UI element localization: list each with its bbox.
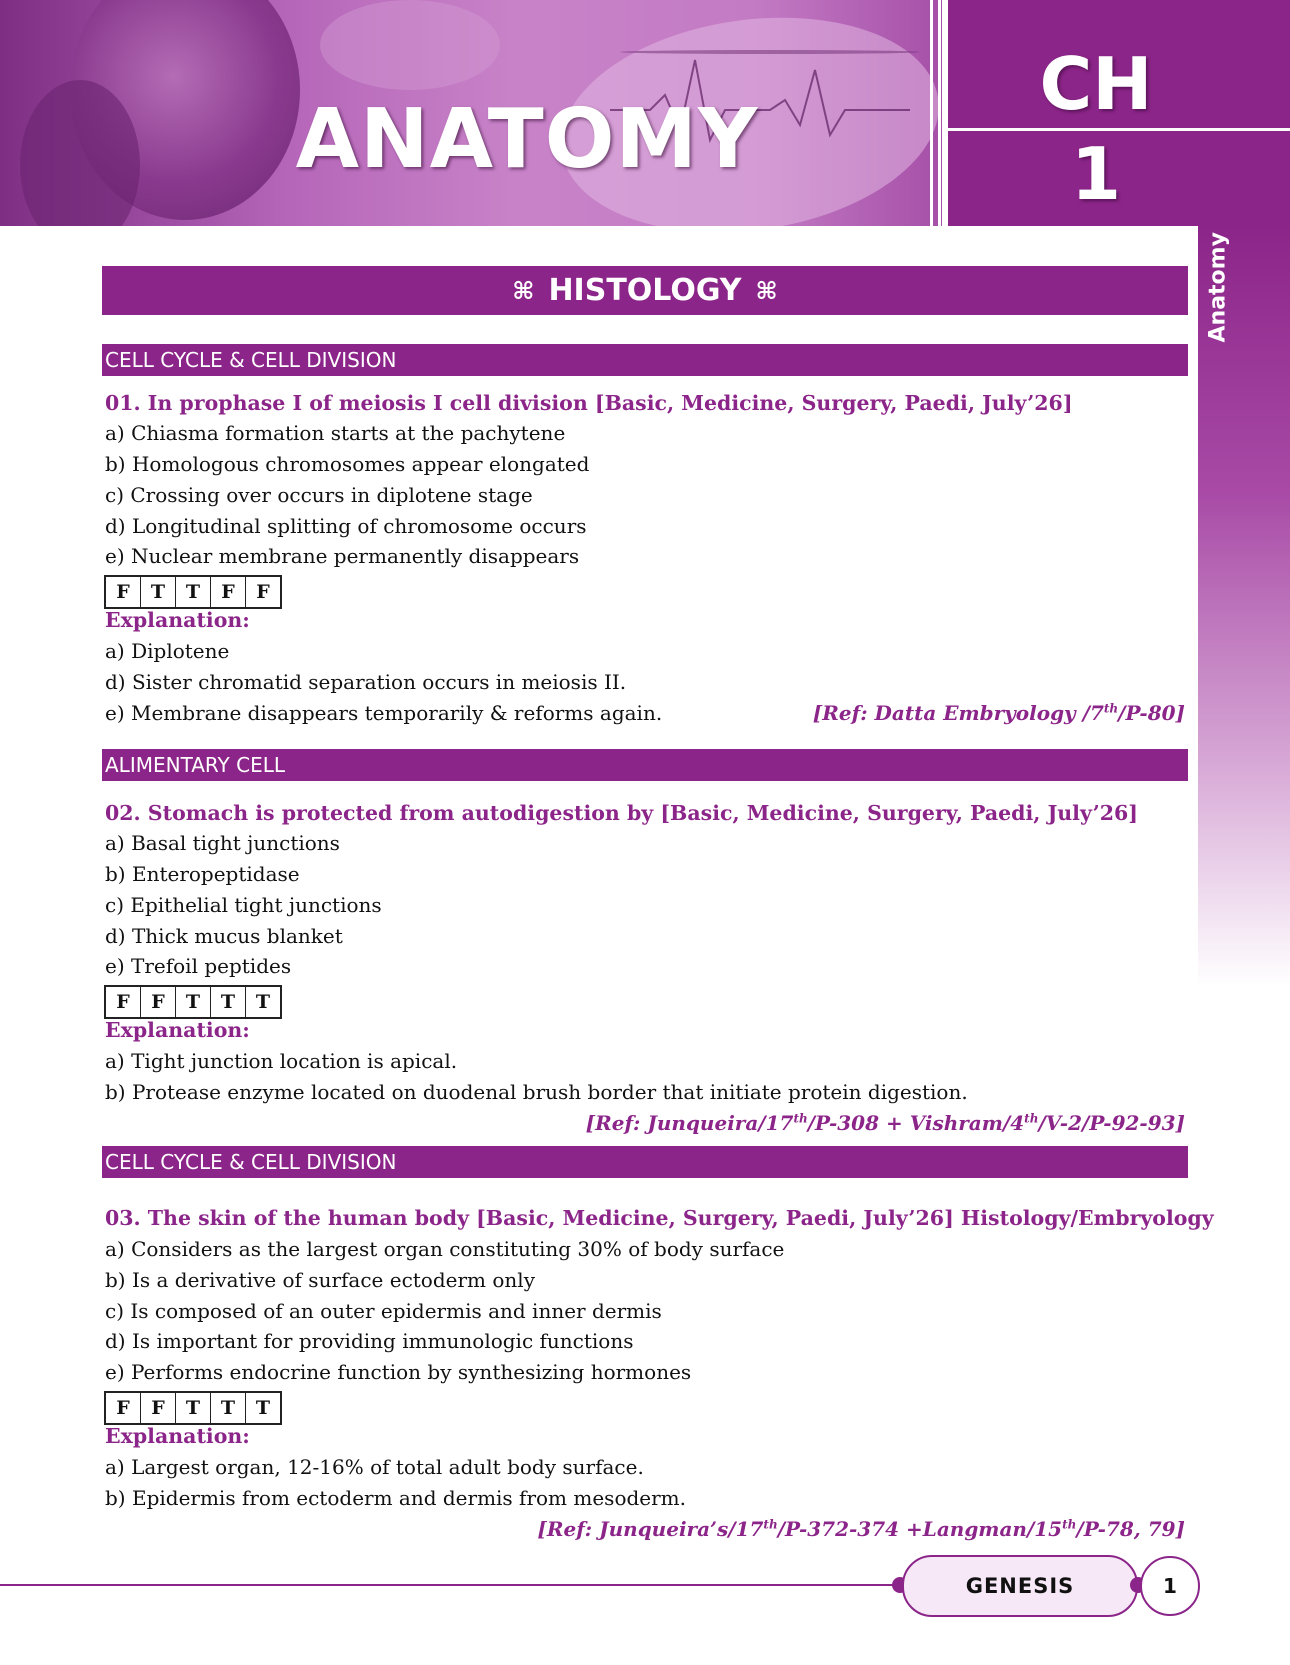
question-option: e) Performs endocrine function by synthesizing hormones <box>105 1360 692 1384</box>
question-option: a) Considers as the largest organ constituting 30% of body surface <box>105 1237 785 1261</box>
explanation-line: d) Sister chromatid separation occurs in meiosis II. <box>105 670 627 694</box>
reference: [Ref: Datta Embryology /7th/P-80] <box>812 701 1185 725</box>
answer-cell: T <box>176 987 211 1017</box>
side-tab-label <box>1206 342 1231 343</box>
reference: [Ref: Junqueira’s/17th/P-372-374 +Langman/15th/P-78, 79] <box>537 1517 1185 1541</box>
explanation-label: Explanation: <box>105 1424 250 1448</box>
question-option: b) Is a derivative of surface ectoderm only <box>105 1268 535 1292</box>
answer-grid <box>104 1391 282 1425</box>
answer-cell: F <box>106 577 141 607</box>
answer-grid <box>104 575 282 609</box>
answer-cell: F <box>106 1393 141 1423</box>
star-icon: ⌘ <box>755 276 778 305</box>
footer-rule <box>0 1584 900 1586</box>
skeleton-illustration <box>320 0 500 90</box>
answer-cell: T <box>255 1397 271 1419</box>
explanation-line: a) Diplotene <box>105 639 230 663</box>
question-option: d) Longitudinal splitting of chromosome occurs <box>105 514 587 538</box>
section-title-bar <box>102 266 1188 315</box>
question-title: 02. Stomach is protected from autodigestion by [Basic, Medicine, Surgery, Paedi, July’26] <box>105 801 1138 825</box>
explanation-line: a) Largest organ, 12-16% of total adult body surface. <box>105 1455 644 1479</box>
question-option: e) Nuclear membrane permanently disappears <box>105 544 580 568</box>
question-title: 01. In prophase I of meiosis I cell division [Basic, Medicine, Surgery, Paedi, July’26] <box>105 391 1073 415</box>
question-title: 03. The skin of the human body [Basic, Medicine, Surgery, Paedi, July’26] Histology/Embryology <box>105 1206 1214 1230</box>
question-option: b) Homologous chromosomes appear elongated <box>105 452 590 476</box>
answer-cell: F <box>106 987 141 1017</box>
question-option: e) Trefoil peptides <box>105 954 292 978</box>
question-option: d) Is important for providing immunologic functions <box>105 1329 634 1353</box>
explanation-line: b) Protease enzyme located on duodenal brush border that initiate protein digestion. <box>105 1080 968 1104</box>
subsection-bar: CELL CYCLE & CELL DIVISION <box>102 1146 1188 1178</box>
answer-cell: T <box>176 577 211 607</box>
side-tab-label-wrap <box>1218 342 1219 343</box>
question-option: c) Crossing over occurs in diplotene stage <box>105 483 533 507</box>
header-divider <box>930 0 933 226</box>
subsection-bar: ALIMENTARY CELL <box>102 749 1188 781</box>
answer-grid <box>104 985 282 1019</box>
chapter-title: ANATOMY <box>295 92 759 187</box>
section-title: HISTOLOGY <box>548 273 742 308</box>
answer-cell: F <box>256 581 270 603</box>
answer-cell: T <box>211 987 246 1017</box>
question-option: c) Is composed of an outer epidermis and inner dermis <box>105 1299 662 1323</box>
question-option: a) Chiasma formation starts at the pachytene <box>105 421 566 445</box>
answer-cell: T <box>255 991 271 1013</box>
question-option: c) Epithelial tight junctions <box>105 893 382 917</box>
question-option: d) Thick mucus blanket <box>105 924 343 948</box>
chapter-number: 1 <box>1070 132 1122 216</box>
answer-cell: F <box>141 1393 176 1423</box>
explanation-line: a) Tight junction location is apical. <box>105 1049 458 1073</box>
explanation-line: e) Membrane disappears temporarily & reforms again. <box>105 701 663 725</box>
explanation-label: Explanation: <box>105 1018 250 1042</box>
explanation-label: Explanation: <box>105 608 250 632</box>
subsection-bar: CELL CYCLE & CELL DIVISION <box>102 344 1188 376</box>
answer-cell: F <box>141 987 176 1017</box>
answer-cell: T <box>141 577 176 607</box>
chapter-box-divider <box>948 128 1290 131</box>
answer-cell: F <box>211 577 246 607</box>
explanation-line: b) Epidermis from ectoderm and dermis from mesoderm. <box>105 1486 687 1510</box>
chapter-label: CH <box>1039 42 1153 126</box>
question-option: a) Basal tight junctions <box>105 831 340 855</box>
reference: [Ref: Junqueira/17th/P-308 + Vishram/4th/V-2/P-92-93] <box>585 1111 1185 1135</box>
header-divider <box>938 0 941 226</box>
question-option: b) Enteropeptidase <box>105 862 300 886</box>
brand-badge: GENESIS <box>902 1555 1138 1617</box>
answer-cell: T <box>211 1393 246 1423</box>
star-icon: ⌘ <box>512 276 535 305</box>
page-number: 1 <box>1140 1556 1200 1616</box>
answer-cell: T <box>176 1393 211 1423</box>
